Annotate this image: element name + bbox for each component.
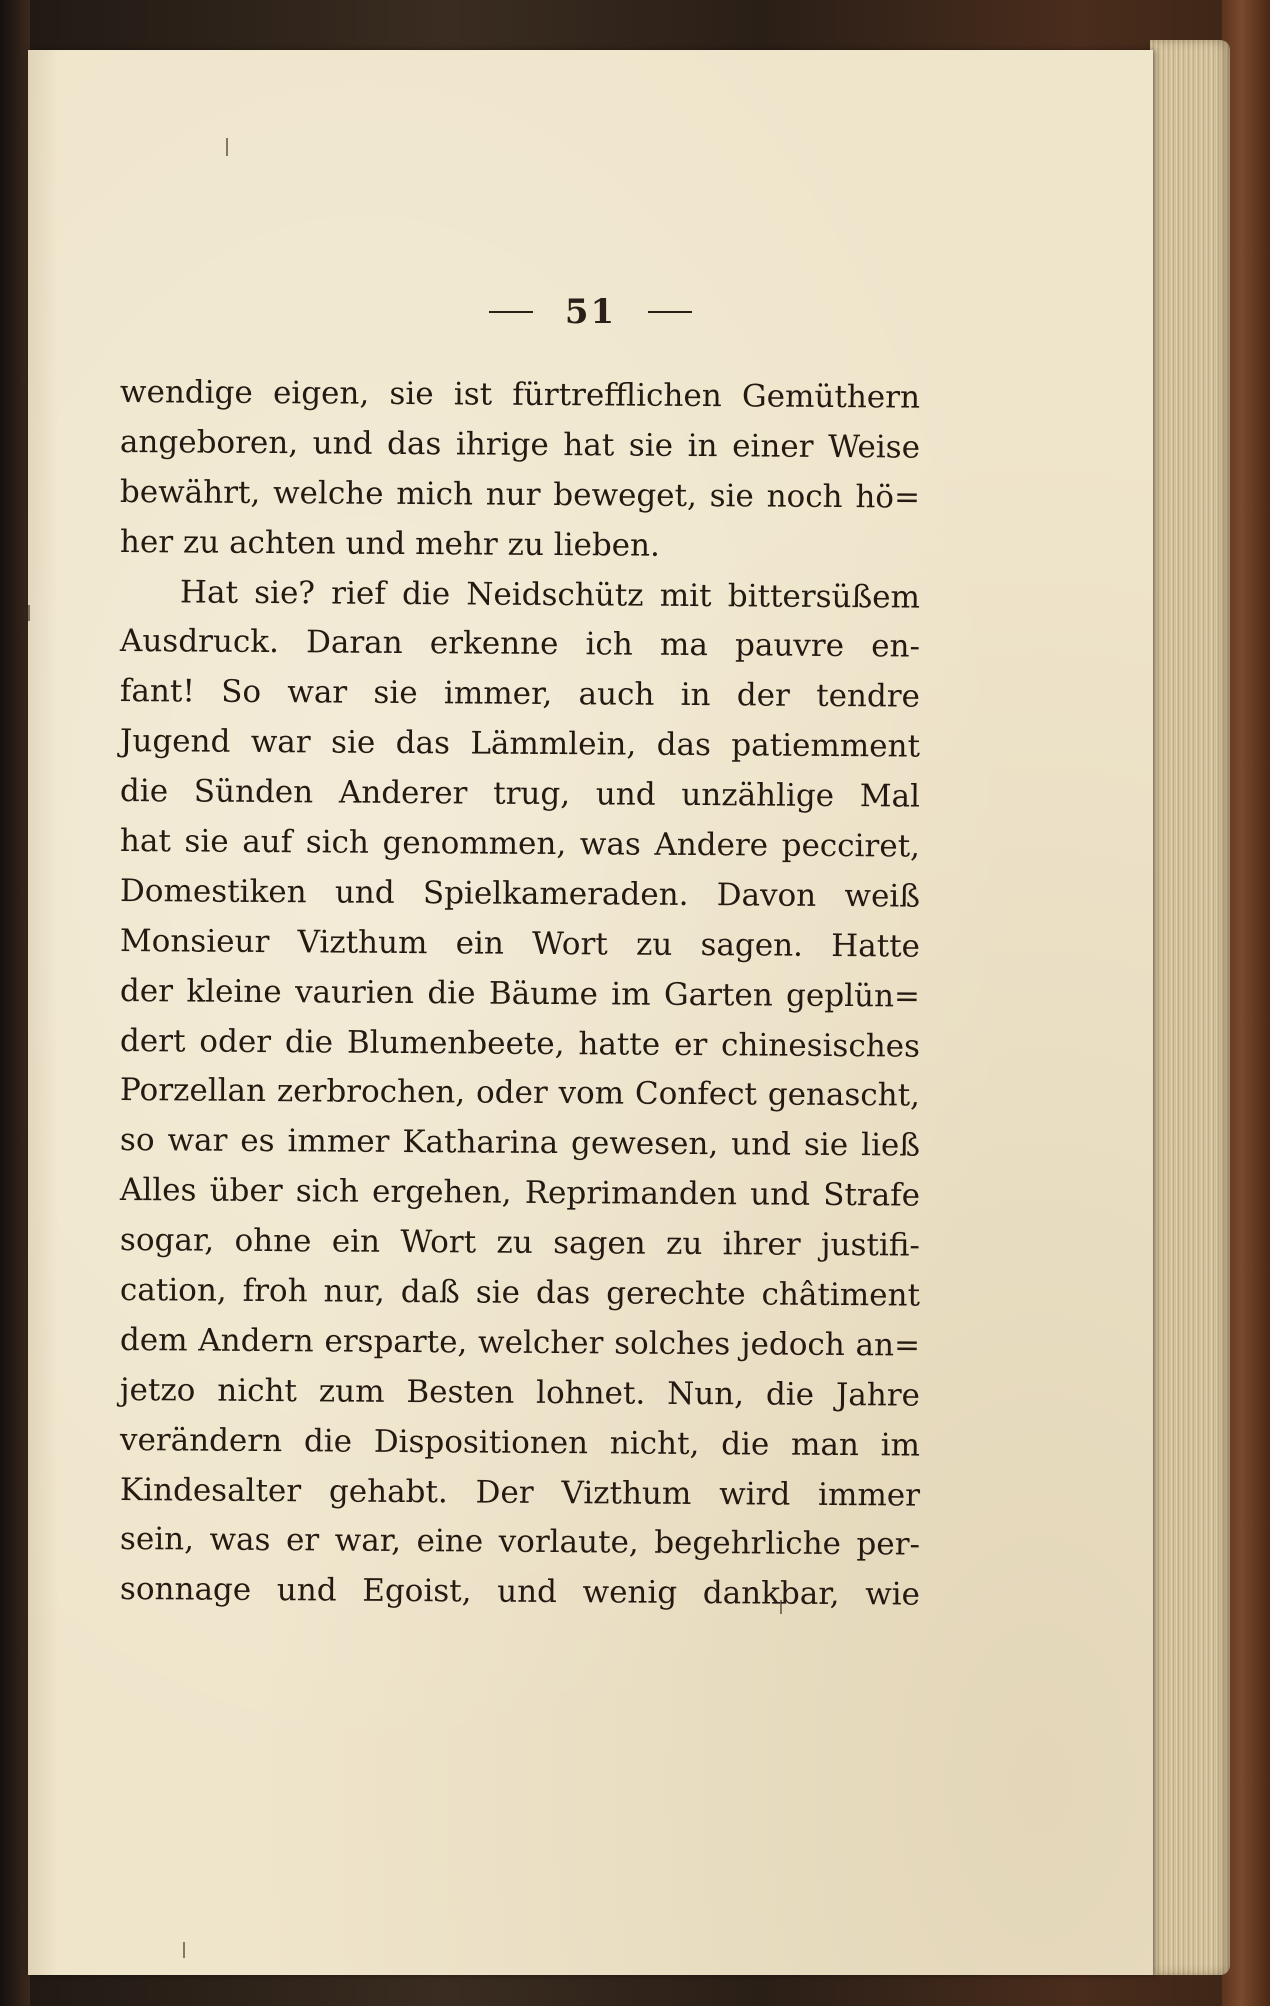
text-line: bewährt, welche mich nur beweget, sie noch hö=: [119, 473, 921, 516]
header-dash-left: [489, 311, 533, 313]
text-line: Monsieur Vizthum ein Wort zu sagen. Hatte: [119, 922, 921, 965]
text-line: Jugend war sie das Lämmlein, das patiemment: [119, 723, 921, 765]
text-line: verändern die Dispositionen nicht, die man im: [119, 1421, 921, 1464]
text-line: dem Andern ersparte, welcher solches jedoch an=: [119, 1321, 921, 1364]
paper-speck: [183, 1942, 185, 1958]
text-line: sein, was er war, eine vorlaute, begehrliche per-: [119, 1521, 921, 1564]
text-line: Kindesalter gehabt. Der Vizthum wird immer: [119, 1471, 921, 1514]
header-dash-right: [648, 311, 692, 313]
text-line: der kleine vaurien die Bäume im Garten geplün=: [119, 972, 921, 1015]
text-line: Hat sie? rief die Neidschütz mit bittersüßem: [179, 573, 921, 616]
paper-speck: [226, 138, 228, 156]
text-line: fant! So war sie immer, auch in der tendre: [119, 673, 921, 715]
text-line: hat sie auf sich genommen, was Andere pecciret,: [119, 823, 921, 865]
text-line: sonnage und Egoist, und wenig dankbar, wie: [119, 1571, 921, 1613]
body-text: [120, 368, 920, 1615]
text-line: wendige eigen, sie ist fürtrefflichen Gemüthern: [119, 374, 921, 416]
text-line: angeboren, und das ihrige hat sie in einer Weise: [119, 423, 921, 466]
page-header: [28, 290, 1153, 332]
text-line: Ausdruck. Daran erkenne ich ma pauvre en-: [119, 623, 921, 666]
text-line: Porzellan zerbrochen, oder vom Confect genascht,: [119, 1072, 921, 1115]
page-number: 51: [564, 292, 617, 332]
book-binding-left: [0, 0, 30, 2006]
text-line: Domestiken und Spielkameraden. Davon weiß: [119, 872, 921, 915]
text-line: sogar, ohne ein Wort zu sagen zu ihrer justifi-: [119, 1222, 921, 1264]
text-line: dert oder die Blumenbeete, hatte er chinesisches: [119, 1022, 921, 1065]
text-line: die Sünden Anderer trug, und unzählige Mal: [119, 773, 921, 815]
text-line: so war es immer Katharina gewesen, und sie ließ: [119, 1122, 921, 1164]
text-line: cation, froh nur, daß sie das gerechte châtiment: [119, 1272, 921, 1314]
text-line: her zu achten und mehr zu lieben.: [119, 523, 661, 564]
text-line: Alles über sich ergehen, Reprimanden und Strafe: [119, 1172, 921, 1214]
book-page: [28, 50, 1153, 1975]
page-edges: [1150, 40, 1230, 1975]
paper-speck: [28, 605, 30, 621]
text-line: jetzo nicht zum Besten lohnet. Nun, die Jahre: [119, 1371, 921, 1414]
